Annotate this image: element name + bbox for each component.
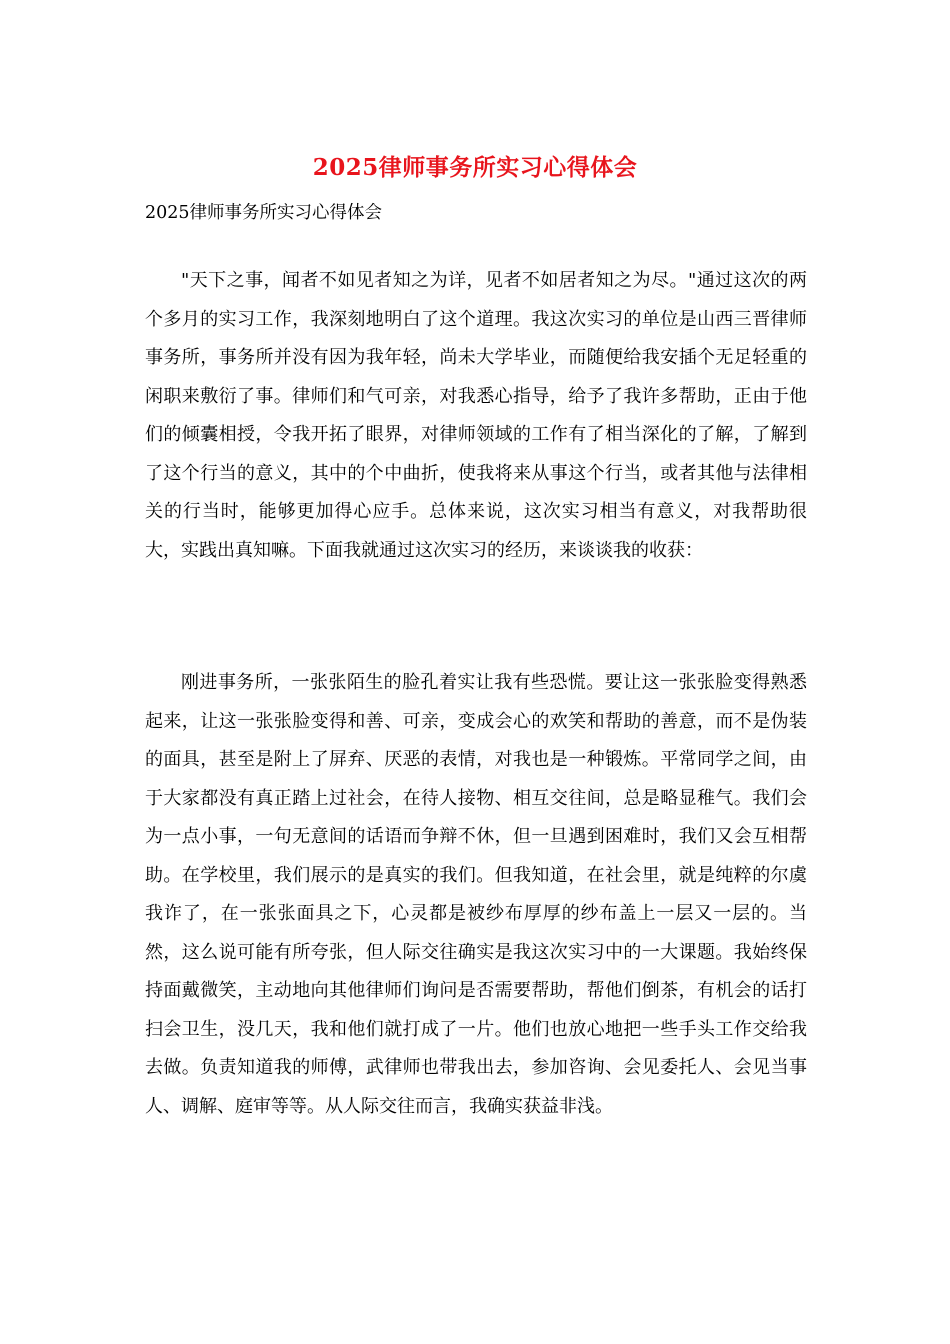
document-subtitle: 2025律师事务所实习心得体会	[145, 203, 383, 223]
document-title: 2025律师事务所实习心得体会	[312, 154, 638, 181]
body-paragraph-1: "天下之事，闻者不如见者知之为详，见者不如居者知之为尽。"通过这次的两个多月的实习工作，我深刻地明白了这个道理。我这次实习的单位是山西三晋律师事务所，事务所并没有因为我年轻，尚未大学毕业，而随便给我安插个无足轻重的闲职来敷衍了事。律师们和气可亲，对我悉心指导，给予了我许多帮助，正由于他们的倾囊相授，令我开拓了眼界，对律师领域的工作有了相当深化的了解，了解到了这个行当的意义，其中的个中曲折，使我将来从事这个行当，或者其他与法律相关的行当时，能够更加得心应手。总体来说，这次实习相当有意义，对我帮助很大，实践出真知嘛。下面我就通过这次实习的经历，来谈谈我的收获：	[145, 270, 807, 561]
body-paragraph-2: 刚进事务所，一张张陌生的脸孔着实让我有些恐慌。要让这一张张脸变得熟悉起来，让这一张张脸变得和善、可亲，变成会心的欢笑和帮助的善意，而不是伪装的面具，甚至是附上了屏弃、厌恶的表情，对我也是一种锻炼。平常同学之间，由于大家都没有真正踏上过社会，在待人接物、相互交往间，总是略显稚气。我们会为一点小事，一句无意间的话语而争辩不休，但一旦遇到困难时，我们又会互相帮助。在学校里，我们展示的是真实的我们。但我知道，在社会里，就是纯粹的尔虞我诈了，在一张张面具之下，心灵都是被纱布厚厚的纱布盖上一层又一层的。当然，这么说可能有所夸张，但人际交往确实是我这次实习中的一大课题。我始终保持面戴微笑，主动地向其他律师们询问是否需要帮助，帮他们倒茶，有机会的话打扫会卫生，没几天，我和他们就打成了一片。他们也放心地把一些手头工作交给我去做。负责知道我的师傅，武律师也带我出去，参加咨询、会见委托人、会见当事人、调解、庭审等等。从人际交往而言，我确实获益非浅。	[145, 672, 807, 1117]
